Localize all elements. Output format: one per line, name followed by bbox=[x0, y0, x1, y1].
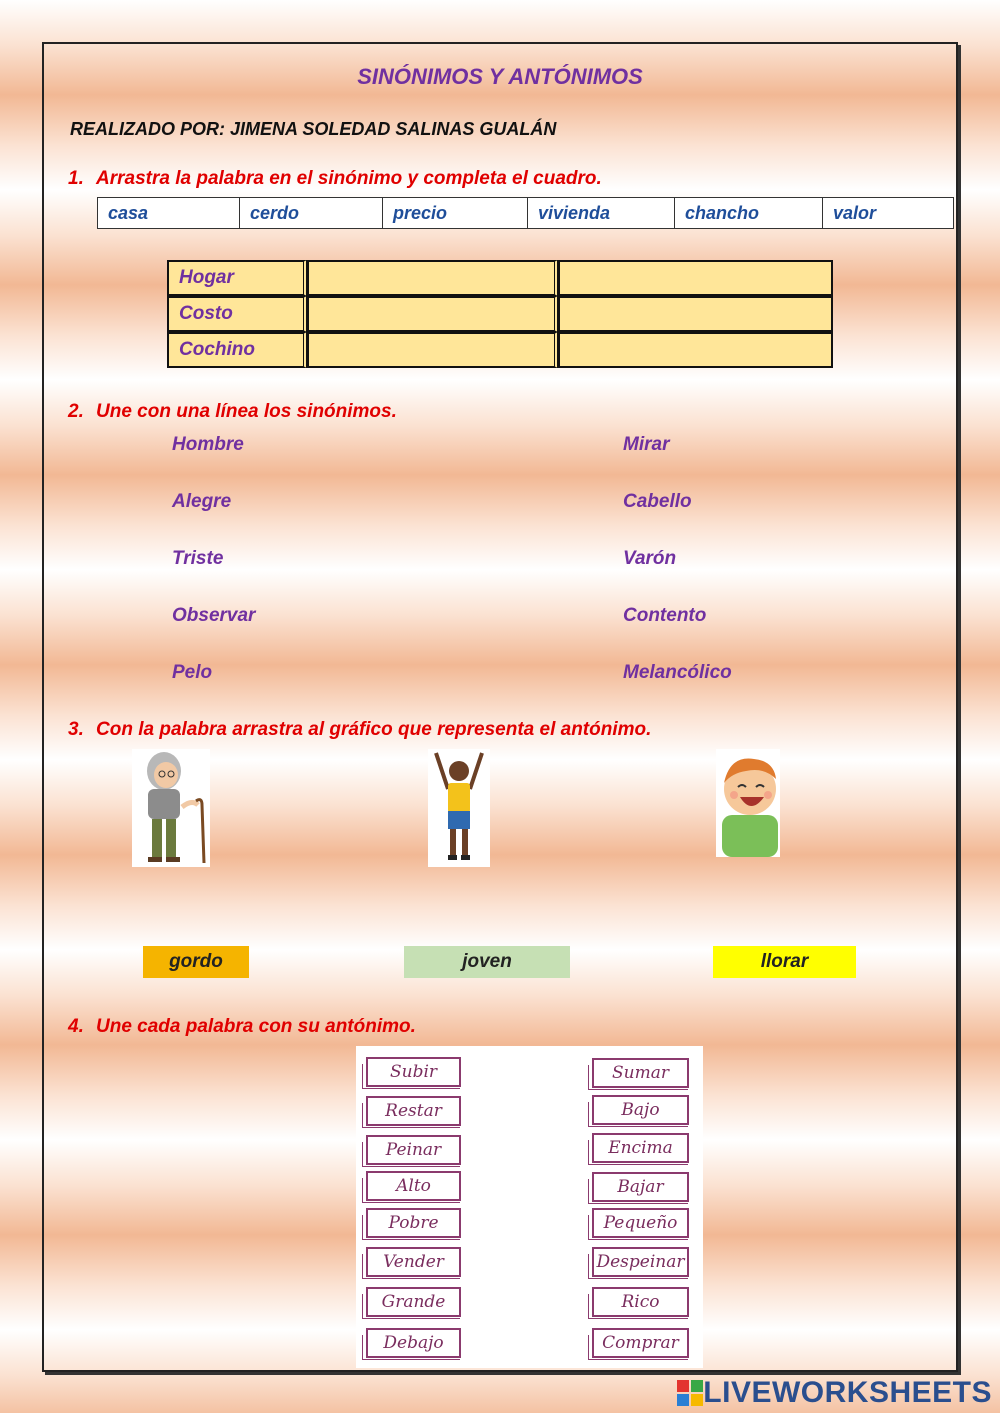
match-left-word[interactable]: Hombre bbox=[172, 434, 244, 455]
laughing-boy-picture[interactable] bbox=[716, 749, 780, 857]
instruction-4-text: Une cada palabra con su antónimo. bbox=[96, 1016, 416, 1037]
match-left-word[interactable]: Pelo bbox=[172, 662, 213, 683]
match-right-word[interactable]: Cabello bbox=[623, 491, 692, 512]
instruction-2 bbox=[68, 401, 397, 423]
brand-text: LIVEWORKSHEETS bbox=[703, 1376, 992, 1409]
synonym-row-label: Hogar bbox=[167, 260, 307, 296]
word-bank-item[interactable]: valor bbox=[833, 203, 877, 223]
word-bank bbox=[97, 197, 954, 229]
antonym-left-box[interactable]: Grande bbox=[366, 1287, 461, 1317]
drag-tag-llorar[interactable]: llorar bbox=[713, 946, 856, 978]
antonym-right-box[interactable]: Comprar bbox=[592, 1328, 689, 1358]
antonym-right-box[interactable]: Rico bbox=[592, 1287, 689, 1317]
boy-cheering-picture[interactable] bbox=[428, 749, 490, 867]
synonym-row bbox=[167, 260, 833, 296]
page-title: SINÓNIMOS Y ANTÓNIMOS bbox=[357, 64, 643, 89]
match-right-word[interactable]: Contento bbox=[623, 605, 707, 626]
old-man-picture[interactable] bbox=[132, 749, 210, 867]
antonym-right-box[interactable]: Despeinar bbox=[592, 1247, 689, 1277]
liveworksheets-logo-icon bbox=[677, 1380, 703, 1406]
liveworksheets-brand bbox=[677, 1376, 992, 1410]
match-right-word[interactable]: Varón bbox=[623, 548, 677, 569]
synonym-row-label: Cochino bbox=[167, 332, 307, 368]
instruction-1-number: 1. bbox=[68, 168, 84, 189]
synonym-table bbox=[167, 260, 833, 368]
drag-tag-gordo[interactable]: gordo bbox=[143, 946, 249, 978]
instruction-3-number: 3. bbox=[68, 719, 84, 740]
synonym-row bbox=[167, 332, 833, 368]
instruction-4-number: 4. bbox=[68, 1016, 84, 1037]
synonym-drop-cell[interactable] bbox=[558, 332, 833, 368]
antonym-left-box[interactable]: Restar bbox=[366, 1096, 461, 1126]
antonym-right-box[interactable]: Sumar bbox=[592, 1058, 689, 1088]
instruction-2-text: Une con una línea los sinónimos. bbox=[96, 401, 397, 422]
synonym-row-label: Costo bbox=[167, 296, 307, 332]
instruction-3-text: Con la palabra arrastra al gráfico que representa el antónimo. bbox=[96, 719, 652, 740]
antonym-right-box[interactable]: Encima bbox=[592, 1133, 689, 1163]
instruction-1 bbox=[68, 168, 602, 190]
antonym-left-box[interactable]: Vender bbox=[366, 1247, 461, 1277]
word-bank-item[interactable]: vivienda bbox=[528, 198, 675, 228]
antonym-right-box[interactable]: Pequeño bbox=[592, 1208, 689, 1238]
antonym-left-box[interactable]: Alto bbox=[366, 1171, 461, 1201]
word-bank-item[interactable]: chancho bbox=[675, 198, 823, 228]
match-left-word[interactable]: Alegre bbox=[172, 491, 232, 512]
word-bank-item[interactable]: precio bbox=[383, 198, 528, 228]
drag-tag-joven[interactable]: joven bbox=[404, 946, 570, 978]
synonym-row bbox=[167, 296, 833, 332]
synonym-drop-cell[interactable] bbox=[558, 296, 833, 332]
synonym-drop-cell[interactable] bbox=[307, 296, 558, 332]
antonym-right-box[interactable]: Bajar bbox=[592, 1172, 689, 1202]
antonym-right-box[interactable]: Bajo bbox=[592, 1095, 689, 1125]
match-right-word[interactable]: Mirar bbox=[623, 434, 670, 455]
antonym-left-box[interactable]: Peinar bbox=[366, 1135, 461, 1165]
instruction-1-text: Arrastra la palabra en el sinónimo y completa el cuadro. bbox=[96, 168, 602, 189]
instruction-4 bbox=[68, 1016, 416, 1038]
synonym-drop-cell[interactable] bbox=[558, 260, 833, 296]
antonym-left-box[interactable]: Pobre bbox=[366, 1208, 461, 1238]
synonym-drop-cell[interactable] bbox=[307, 332, 558, 368]
instruction-2-number: 2. bbox=[68, 401, 84, 422]
match-left-word[interactable]: Observar bbox=[172, 605, 256, 626]
match-left-word[interactable]: Triste bbox=[172, 548, 224, 569]
instruction-3 bbox=[68, 719, 651, 741]
antonym-left-box[interactable]: Debajo bbox=[366, 1328, 461, 1358]
antonym-left-box[interactable]: Subir bbox=[366, 1057, 461, 1087]
word-bank-item[interactable]: casa bbox=[98, 198, 240, 228]
synonym-drop-cell[interactable] bbox=[307, 260, 558, 296]
match-right-word[interactable]: Melancólico bbox=[623, 662, 732, 683]
author-line: REALIZADO POR: JIMENA SOLEDAD SALINAS GUALÁN bbox=[70, 119, 557, 139]
antonym-panel bbox=[356, 1046, 703, 1368]
word-bank-item[interactable]: cerdo bbox=[240, 198, 383, 228]
